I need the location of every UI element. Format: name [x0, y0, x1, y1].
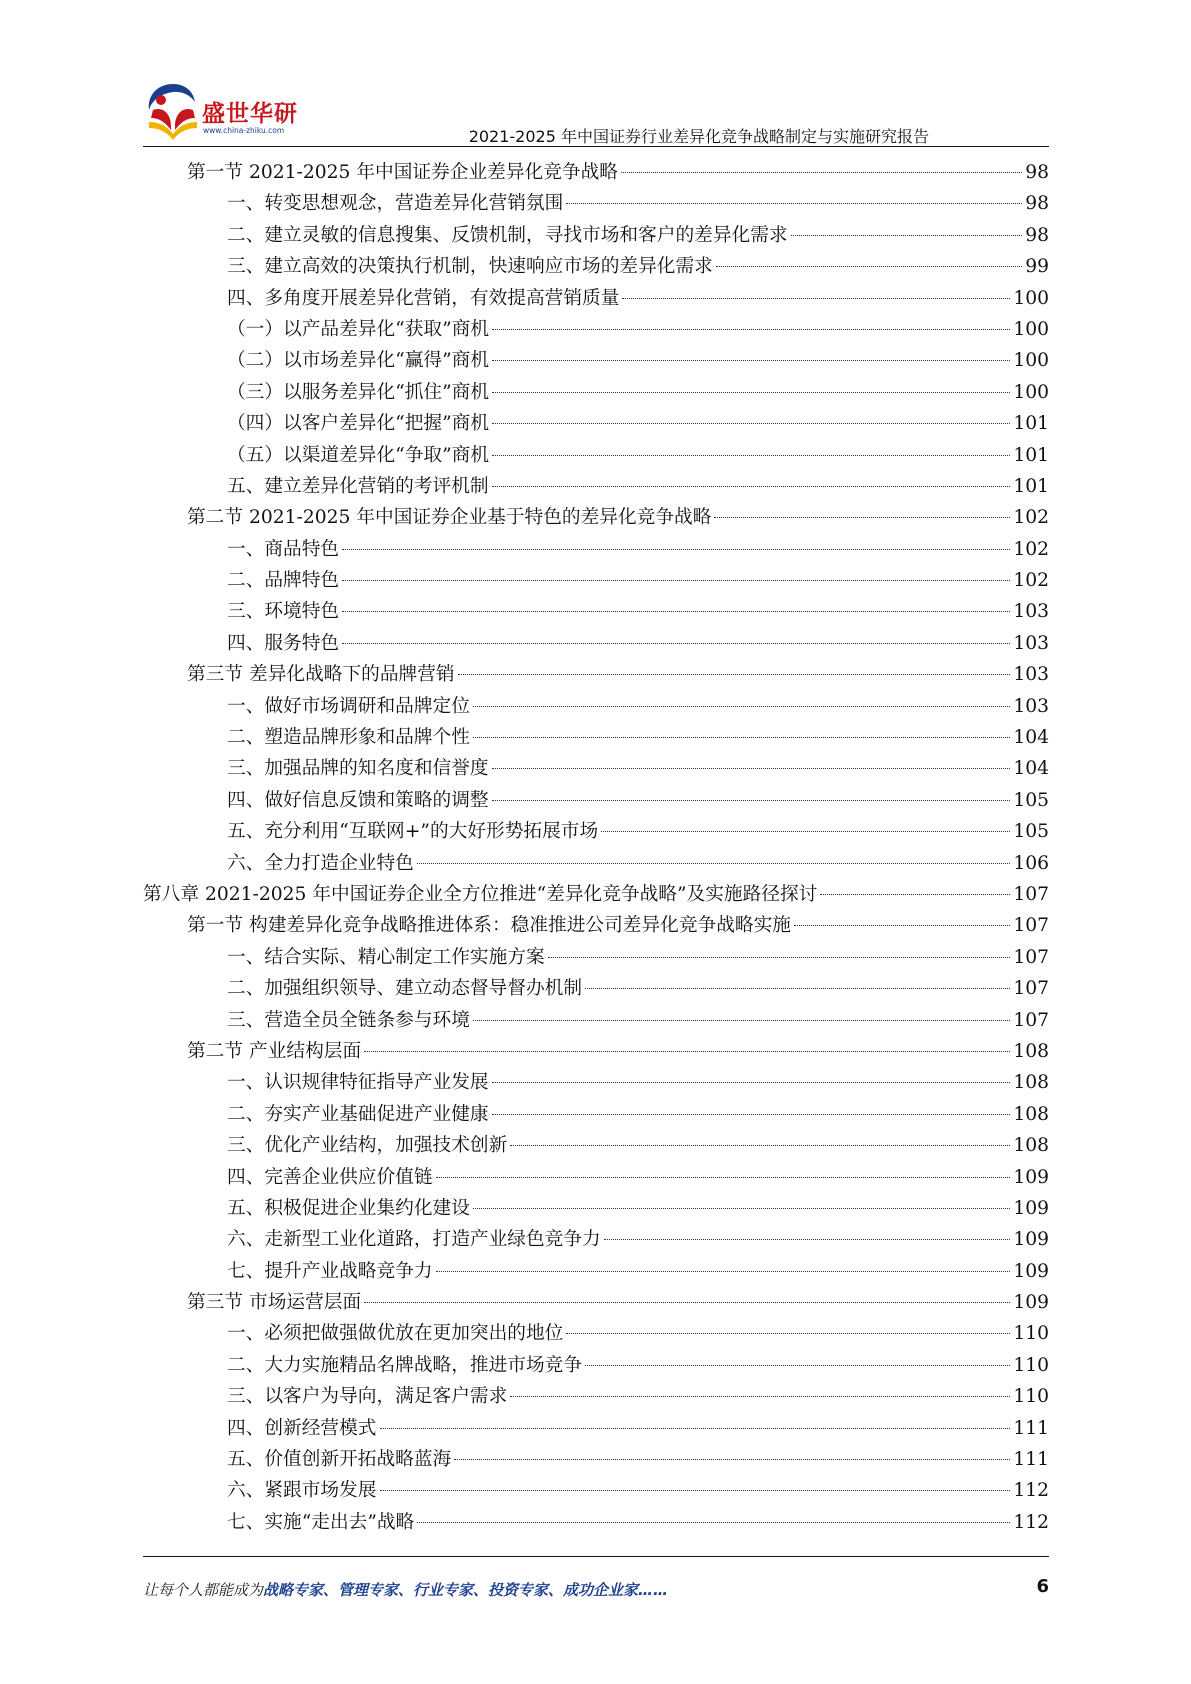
toc-entry-title: 五、积极促进企业集约化建设 — [227, 1197, 470, 1219]
toc-entry-page: 108 — [1013, 1072, 1049, 1094]
toc-entry-page: 105 — [1013, 789, 1049, 811]
toc-entry[interactable] — [143, 534, 1049, 565]
toc-entry[interactable] — [143, 1287, 1049, 1318]
toc-entry[interactable] — [143, 753, 1049, 784]
toc-dot-leader — [473, 706, 1010, 707]
toc-entry-title: 四、完善企业供应价值链 — [227, 1166, 433, 1188]
toc-dot-leader — [380, 1490, 1011, 1491]
toc-entry-page: 103 — [1013, 632, 1049, 654]
toc-entry-page: 105 — [1013, 821, 1049, 843]
toc-entry-page: 102 — [1013, 570, 1049, 592]
toc-dot-leader — [417, 863, 1010, 864]
toc-entry-title: 六、紧跟市场发展 — [227, 1480, 377, 1502]
toc-entry-title: （一）以产品差异化“获取”商机 — [227, 318, 490, 340]
toc-entry[interactable] — [143, 722, 1049, 753]
toc-entry[interactable] — [143, 659, 1049, 690]
toc-dot-leader — [585, 1365, 1010, 1366]
toc-entry[interactable] — [143, 1256, 1049, 1287]
toc-dot-leader — [436, 1177, 1011, 1178]
toc-entry[interactable] — [143, 596, 1049, 627]
toc-entry-page: 102 — [1013, 538, 1049, 560]
page-footer — [143, 1574, 1049, 1604]
toc-entry-page: 109 — [1013, 1197, 1049, 1219]
toc-entry-page: 109 — [1013, 1166, 1049, 1188]
toc-entry-title: 四、创新经营模式 — [227, 1417, 377, 1439]
toc-entry[interactable] — [143, 816, 1049, 847]
toc-dot-leader — [492, 1114, 1011, 1115]
toc-dot-leader — [621, 172, 1022, 173]
toc-entry-page: 100 — [1013, 318, 1049, 340]
toc-dot-leader — [566, 203, 1022, 204]
toc-dot-leader — [510, 1145, 1010, 1146]
toc-entry-title: 四、服务特色 — [227, 632, 340, 654]
toc-dot-leader — [716, 266, 1022, 267]
toc-entry-page: 109 — [1013, 1229, 1049, 1251]
toc-entry-title: 四、多角度开展差异化营销，有效提高营销质量 — [227, 287, 620, 309]
toc-dot-leader — [566, 1333, 1010, 1334]
toc-entry-title: 一、商品特色 — [227, 538, 340, 560]
toc-entry[interactable] — [143, 1475, 1049, 1506]
toc-entry-page: 101 — [1013, 413, 1049, 435]
toc-entry[interactable] — [143, 408, 1049, 439]
toc-dot-leader — [510, 1396, 1010, 1397]
toc-entry-title: 三、优化产业结构，加强技术创新 — [227, 1135, 508, 1157]
toc-entry[interactable] — [143, 377, 1049, 408]
toc-entry-title: 六、全力打造企业特色 — [227, 852, 414, 874]
company-logo — [143, 80, 313, 150]
toc-entry-title: 五、价值创新开拓战略蓝海 — [227, 1449, 452, 1471]
logo-url: www.china-zhiku.com — [203, 126, 285, 135]
toc-entry[interactable] — [143, 188, 1049, 219]
toc-entry-page: 108 — [1013, 1040, 1049, 1062]
toc-dot-leader — [548, 957, 1011, 958]
toc-entry-title: 二、夯实产业基础促进产业健康 — [227, 1103, 489, 1125]
toc-entry-page: 109 — [1013, 1292, 1049, 1314]
toc-dot-leader — [601, 831, 1010, 832]
toc-dot-leader — [492, 800, 1011, 801]
toc-entry-page: 103 — [1013, 601, 1049, 623]
page-header — [0, 0, 1191, 160]
toc-dot-leader — [492, 1082, 1011, 1083]
toc-dot-leader — [454, 1459, 1010, 1460]
toc-entry-page: 103 — [1013, 695, 1049, 717]
toc-entry[interactable] — [143, 910, 1049, 941]
toc-dot-leader — [342, 611, 1010, 612]
page-number: 6 — [1036, 1576, 1049, 1597]
toc-entry[interactable] — [143, 502, 1049, 533]
toc-entry-title: 四、做好信息反馈和策略的调整 — [227, 789, 489, 811]
toc-dot-leader — [492, 768, 1011, 769]
table-of-contents — [143, 157, 1049, 1538]
toc-entry-page: 100 — [1013, 350, 1049, 372]
toc-entry-title: 一、认识规律特征指导产业发展 — [227, 1072, 489, 1094]
toc-entry-title: 二、建立灵敏的信息搜集、反馈机制，寻找市场和客户的差异化需求 — [227, 224, 788, 246]
toc-entry-page: 107 — [1013, 883, 1049, 905]
toc-entry[interactable] — [143, 942, 1049, 973]
toc-dot-leader — [364, 1051, 1010, 1052]
toc-entry-title: 第三节 差异化战略下的品牌营销 — [187, 664, 455, 686]
report-title: 2021-2025 年中国证券行业差异化竞争战略制定与实施研究报告 — [468, 127, 929, 146]
toc-entry[interactable] — [143, 1067, 1049, 1098]
toc-dot-leader — [380, 1428, 1011, 1429]
toc-entry-page: 107 — [1013, 1009, 1049, 1031]
toc-dot-leader — [791, 235, 1023, 236]
toc-entry[interactable] — [143, 973, 1049, 1004]
toc-entry-title: （三）以服务差异化“抓住”商机 — [227, 381, 490, 403]
toc-dot-leader — [604, 1239, 1011, 1240]
toc-dot-leader — [342, 549, 1010, 550]
toc-entry-page: 108 — [1013, 1103, 1049, 1125]
toc-entry[interactable] — [143, 1413, 1049, 1444]
toc-entry-page: 107 — [1013, 946, 1049, 968]
toc-entry-page: 98 — [1025, 162, 1049, 183]
toc-dot-leader — [458, 674, 1011, 675]
toc-dot-leader — [492, 486, 1011, 487]
toc-dot-leader — [473, 1208, 1010, 1209]
toc-entry-title: 第八章 2021-2025 年中国证券企业全方位推进“差异化竞争战略”及实施路径探讨 — [143, 883, 818, 905]
toc-entry-title: 第一节 构建差异化竞争战略推进体系：稳准推进公司差异化竞争战略实施 — [187, 915, 791, 937]
toc-entry-page: 111 — [1013, 1417, 1049, 1439]
toc-dot-leader — [714, 517, 1010, 518]
toc-dot-leader — [492, 360, 1010, 361]
toc-dot-leader — [473, 737, 1010, 738]
toc-dot-leader — [492, 329, 1010, 330]
toc-entry-title: 五、建立差异化营销的考评机制 — [227, 475, 489, 497]
footer-divider — [143, 1556, 1049, 1557]
toc-entry-page: 109 — [1013, 1260, 1049, 1282]
toc-entry-title: （二）以市场差异化“赢得”商机 — [227, 350, 490, 372]
toc-entry-page: 107 — [1013, 978, 1049, 1000]
toc-entry[interactable] — [143, 471, 1049, 502]
toc-entry[interactable] — [143, 1162, 1049, 1193]
toc-entry[interactable] — [143, 220, 1049, 251]
toc-entry-title: 六、走新型工业化道路，打造产业绿色竞争力 — [227, 1229, 601, 1251]
toc-entry[interactable] — [143, 1193, 1049, 1224]
toc-entry-title: 三、建立高效的决策执行机制，快速响应市场的差异化需求 — [227, 256, 713, 278]
toc-entry-title: 七、提升产业战略竞争力 — [227, 1260, 433, 1282]
toc-dot-leader — [820, 894, 1010, 895]
toc-entry-title: 三、以客户为导向，满足客户需求 — [227, 1386, 508, 1408]
toc-dot-leader — [364, 1302, 1010, 1303]
toc-dot-leader — [492, 423, 1010, 424]
toc-dot-leader — [585, 988, 1010, 989]
toc-entry[interactable] — [143, 565, 1049, 596]
toc-entry-page: 112 — [1013, 1480, 1049, 1502]
toc-entry[interactable] — [143, 785, 1049, 816]
toc-dot-leader — [436, 1271, 1011, 1272]
toc-entry[interactable] — [143, 1381, 1049, 1412]
toc-entry[interactable] — [143, 1130, 1049, 1161]
toc-entry-page: 100 — [1013, 287, 1049, 309]
toc-entry-title: 一、必须把做强做优放在更加突出的地位 — [227, 1323, 564, 1345]
toc-entry[interactable] — [143, 1036, 1049, 1067]
toc-entry-title: 第一节 2021-2025 年中国证券企业差异化竞争战略 — [187, 162, 618, 183]
toc-entry-page: 102 — [1013, 507, 1049, 529]
toc-entry-title: 二、品牌特色 — [227, 570, 340, 592]
toc-entry-title: 第二节 2021-2025 年中国证券企业基于特色的差异化竞争战略 — [187, 507, 712, 529]
toc-entry-page: 98 — [1025, 224, 1049, 246]
toc-entry-page: 99 — [1025, 256, 1049, 278]
toc-entry-title: 一、做好市场调研和品牌定位 — [227, 695, 470, 717]
toc-dot-leader — [492, 392, 1010, 393]
toc-entry-title: 二、大力实施精品名牌战略，推进市场竞争 — [227, 1354, 583, 1376]
toc-entry-page: 104 — [1013, 758, 1049, 780]
toc-entry-page: 101 — [1013, 444, 1049, 466]
toc-entry-title: 二、塑造品牌形象和品牌个性 — [227, 727, 470, 749]
toc-entry-page: 106 — [1013, 852, 1049, 874]
footer-slogan-lead: 让每个人都能成为 — [143, 1580, 264, 1599]
toc-dot-leader — [492, 455, 1010, 456]
toc-dot-leader — [794, 925, 1010, 926]
toc-entry-title: 三、营造全员全链条参与环境 — [227, 1009, 470, 1031]
toc-entry-page: 110 — [1013, 1354, 1049, 1376]
toc-entry-page: 111 — [1013, 1449, 1049, 1471]
toc-entry-title: （五）以渠道差异化“争取”商机 — [227, 444, 490, 466]
toc-entry-title: 三、环境特色 — [227, 601, 340, 623]
toc-entry-title: 二、加强组织领导、建立动态督导督办机制 — [227, 978, 583, 1000]
toc-entry-title: （四）以客户差异化“把握”商机 — [227, 413, 490, 435]
toc-dot-leader — [342, 643, 1010, 644]
toc-dot-leader — [473, 1020, 1010, 1021]
toc-entry[interactable] — [143, 345, 1049, 376]
toc-entry-title: 五、充分利用“互联网+”的大好形势拓展市场 — [227, 821, 599, 843]
toc-entry-page: 98 — [1025, 193, 1049, 215]
logo-emblem-icon — [143, 80, 203, 142]
toc-entry-title: 三、加强品牌的知名度和信誉度 — [227, 758, 489, 780]
toc-entry-page: 110 — [1013, 1386, 1049, 1408]
toc-entry[interactable] — [143, 879, 1049, 910]
toc-entry[interactable] — [143, 1350, 1049, 1381]
header-divider — [143, 146, 1049, 147]
toc-entry-page: 101 — [1013, 475, 1049, 497]
toc-entry[interactable] — [143, 283, 1049, 314]
toc-entry-page: 100 — [1013, 381, 1049, 403]
toc-entry[interactable] — [143, 314, 1049, 345]
toc-entry-page: 108 — [1013, 1135, 1049, 1157]
toc-entry[interactable] — [143, 251, 1049, 282]
toc-entry[interactable] — [143, 628, 1049, 659]
toc-entry[interactable] — [143, 691, 1049, 722]
toc-entry[interactable] — [143, 157, 1049, 188]
toc-entry[interactable] — [143, 1507, 1049, 1538]
toc-entry[interactable] — [143, 1005, 1049, 1036]
toc-entry-page: 112 — [1013, 1511, 1049, 1533]
toc-dot-leader — [417, 1522, 1010, 1523]
toc-entry[interactable] — [143, 1318, 1049, 1349]
toc-entry-title: 一、转变思想观念，营造差异化营销氛围 — [227, 193, 564, 215]
toc-entry-page: 110 — [1013, 1323, 1049, 1345]
toc-entry[interactable] — [143, 1099, 1049, 1130]
toc-entry-title: 第二节 产业结构层面 — [187, 1040, 362, 1062]
toc-entry-page: 103 — [1013, 664, 1049, 686]
toc-entry-title: 一、结合实际、精心制定工作实施方案 — [227, 946, 545, 968]
toc-entry[interactable] — [143, 1224, 1049, 1255]
toc-entry-page: 104 — [1013, 727, 1049, 749]
toc-entry[interactable] — [143, 848, 1049, 879]
footer-slogan-highlight: 战略专家、管理专家、行业专家、投资专家、成功企业家…… — [263, 1580, 669, 1599]
toc-entry-title: 七、实施“走出去”战略 — [227, 1511, 415, 1533]
toc-entry-title: 第三节 市场运营层面 — [187, 1292, 362, 1314]
logo-name: 盛世华研 — [202, 101, 298, 127]
toc-entry-page: 107 — [1013, 915, 1049, 937]
toc-entry[interactable] — [143, 440, 1049, 471]
toc-dot-leader — [342, 580, 1010, 581]
toc-entry[interactable] — [143, 1444, 1049, 1475]
toc-dot-leader — [622, 298, 1010, 299]
